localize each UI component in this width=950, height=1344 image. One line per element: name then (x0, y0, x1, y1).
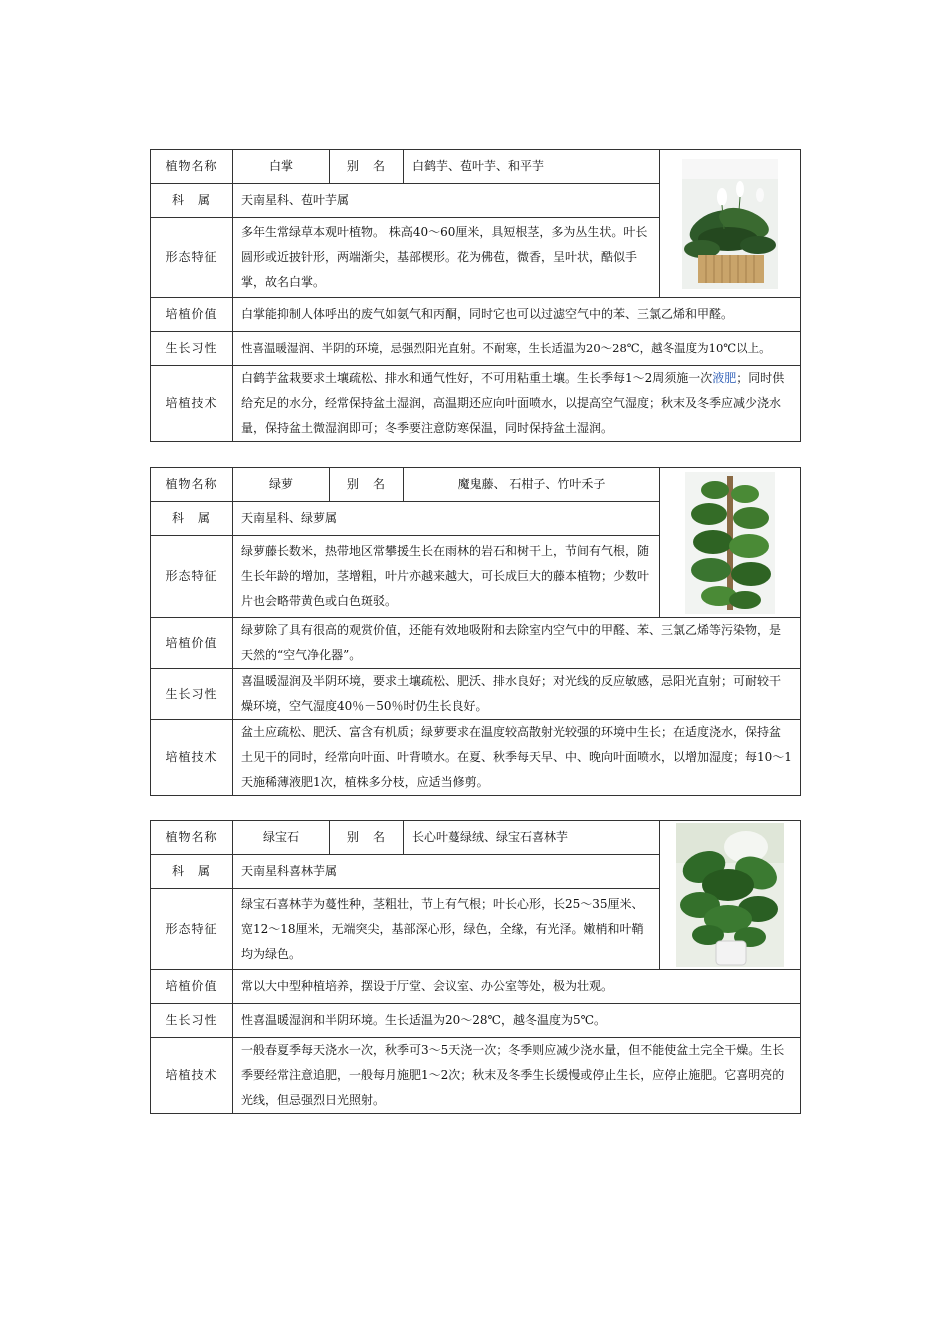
plant-photo-lvbaoshi (676, 823, 784, 967)
value-text: 常以大中型种植培养，摆设于厅堂、会议室、办公室等处，极为壮观。 (233, 970, 801, 1004)
label-plant-name: 植物名称 (151, 150, 233, 184)
alias-value: 魔鬼藤、 石柑子、竹叶禾子 (404, 468, 660, 502)
photo-cell (660, 821, 801, 970)
technique-text-part2: ；同时供给充足的水分，经常保持盆土湿润，高温期还应向叶面喷水，以提高空气湿度；秋末及冬季应减少浇水量，保持盆土微湿润即可；冬季要注意防寒保温，同时保持盆土湿润。 (241, 371, 785, 435)
plant-photo-lvluo (685, 472, 775, 614)
plant-name-value: 绿宝石 (233, 821, 330, 855)
plant-photo-baizhang (682, 159, 778, 289)
label-alias: 别 名 (330, 150, 404, 184)
label-family: 科 属 (151, 184, 233, 218)
label-alias: 别 名 (330, 468, 404, 502)
label-morphology: 形态特征 (151, 889, 233, 970)
technique-text-part1: 白鹤芋盆栽要求土壤疏松、排水和通气性好，不可用粘重土壤。生长季每1～2周须施一次 (241, 371, 713, 385)
value-text: 白掌能抑制人体呼出的废气如氨气和丙酮，同时它也可以过滤空气中的苯、三氯乙烯和甲醛。 (233, 298, 801, 332)
plant-name-value: 绿萝 (233, 468, 330, 502)
label-technique: 培植技术 (151, 1038, 233, 1114)
label-plant-name: 植物名称 (151, 468, 233, 502)
morphology-value: 绿萝藤长数米，热带地区常攀援生长在雨林的岩石和树干上，节间有气根，随生长年龄的增加，茎增粗，叶片亦越来越大，可长成巨大的藤本植物；少数叶片也会略带黄色或白色斑驳。 (233, 536, 660, 618)
technique-text: 盆土应疏松、肥沃、富含有机质；绿萝要求在温度较高散射光较强的环境中生长；在适度浇水，保持盆土见干的同时，经常向叶面、叶背喷水。在夏、秋季每天早、中、晚向叶面喷水，以增加湿度；每10～1天施稀薄液肥1次，植株多分枝，应适当修剪。 (233, 720, 801, 796)
label-family: 科 属 (151, 502, 233, 536)
label-habit: 生长习性 (151, 669, 233, 720)
label-plant-name: 植物名称 (151, 821, 233, 855)
habit-text: 性喜温暖湿润和半阴环境。生长适温为20～28℃，越冬温度为5℃。 (233, 1004, 801, 1038)
alias-value: 长心叶蔓绿绒、绿宝石喜林芋 (404, 821, 660, 855)
family-value: 天南星科、绿萝属 (233, 502, 660, 536)
plant-name-value: 白掌 (233, 150, 330, 184)
technique-text: 一般春夏季每天浇水一次，秋季可3～5天浇一次；冬季则应减少浇水量，但不能使盆土完全干燥。生长季要经常注意追肥，一般每月施肥1～2次；秋末及冬季生长缓慢或停止生长，应停止施肥。它喜明亮的光线，但忌强烈日光照射。 (233, 1038, 801, 1114)
label-technique: 培植技术 (151, 720, 233, 796)
habit-text: 性喜温暖湿润、半阴的环境，忌强烈阳光直射。不耐寒，生长适温为20～28℃，越冬温度为10℃以上。 (233, 332, 801, 366)
morphology-value: 多年生常绿草本观叶植物。 株高40～60厘米，具短根茎，多为丛生状。叶长圆形或近披针形，两端渐尖，基部楔形。花为佛苞，微香，呈叶状，酷似手掌，故名白掌。 (233, 218, 660, 298)
label-habit: 生长习性 (151, 332, 233, 366)
label-value: 培植价值 (151, 298, 233, 332)
habit-text: 喜温暖湿润及半阴环境，要求土壤疏松、肥沃、排水良好；对光线的反应敏感，忌阳光直射；可耐较干燥环境，空气湿度40％－50％时仍生长良好。 (233, 669, 801, 720)
technique-text (233, 366, 801, 442)
morphology-value: 绿宝石喜林芋为蔓性种，茎粗壮，节上有气根；叶长心形，长25～35厘米、宽12～18厘米，无端突尖，基部深心形，绿色，全缘，有光泽。嫩梢和叶鞘均为绿色。 (233, 889, 660, 970)
family-value: 天南星科、苞叶芋属 (233, 184, 660, 218)
photo-cell (660, 468, 801, 618)
label-morphology: 形态特征 (151, 218, 233, 298)
plant-table-lvbaoshi (150, 820, 801, 1114)
alias-value: 白鹤芋、苞叶芋、和平芋 (404, 150, 660, 184)
label-technique: 培植技术 (151, 366, 233, 442)
liquid-fertilizer-link[interactable]: 液肥 (712, 371, 737, 385)
label-alias: 别 名 (330, 821, 404, 855)
label-value: 培植价值 (151, 618, 233, 669)
plant-table-lvluo (150, 467, 801, 796)
plant-table-baizhang (150, 149, 801, 442)
label-habit: 生长习性 (151, 1004, 233, 1038)
value-text: 绿萝除了具有很高的观赏价值，还能有效地吸附和去除室内空气中的甲醛、苯、三氯乙烯等污染物，是天然的“空气净化器”。 (233, 618, 801, 669)
label-value: 培植价值 (151, 970, 233, 1004)
label-family: 科 属 (151, 855, 233, 889)
photo-cell (660, 150, 801, 298)
label-morphology: 形态特征 (151, 536, 233, 618)
family-value: 天南星科喜林芋属 (233, 855, 660, 889)
